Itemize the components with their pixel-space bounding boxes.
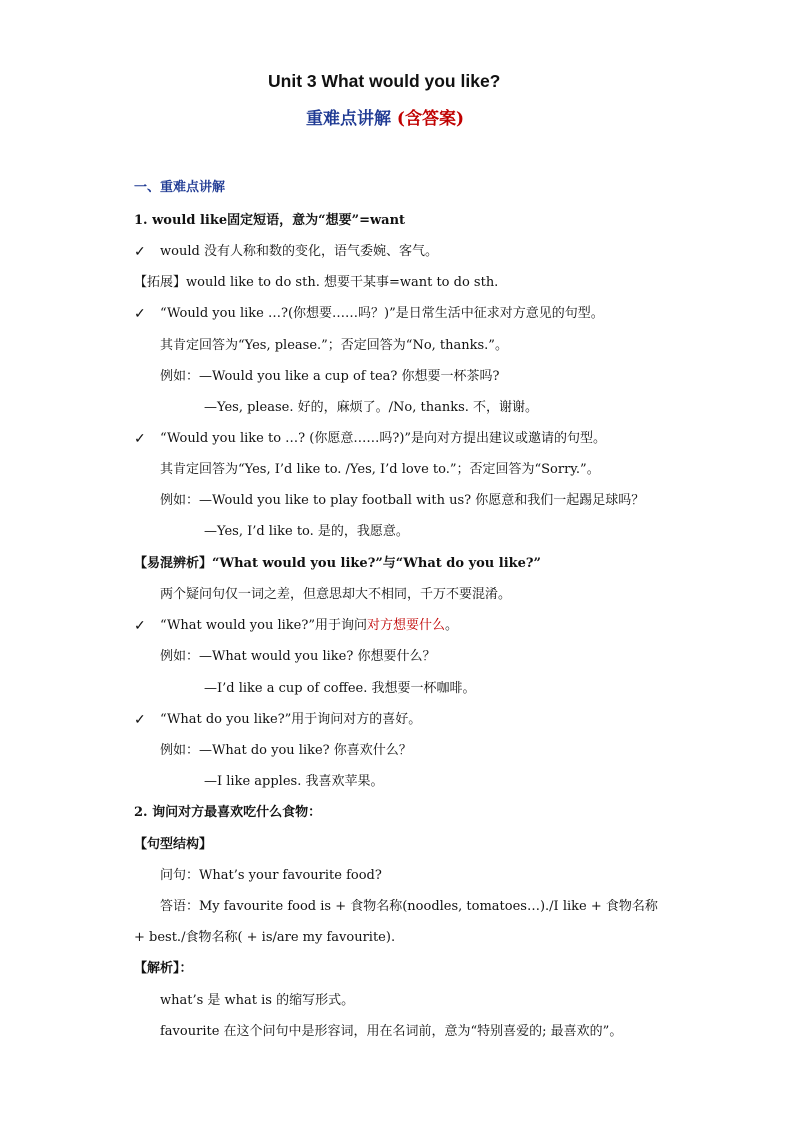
point-2-heading: 2. 询问对方最喜欢吃什么食物： (134, 805, 322, 820)
check-icon: ✓ (134, 618, 146, 634)
confusion-example-2-question: 例如：—What do you like? 你喜欢什么？ (160, 743, 412, 758)
confusion-note-1-text: “What would you like?”用于询问 (160, 618, 367, 633)
confusion-note-1 (160, 618, 458, 634)
confusion-example-1-question: 例如：—What would you like? 你想要什么？ (160, 649, 436, 664)
subtitle-answer-note: (含答案) (396, 109, 465, 129)
example-2-answer: —Yes, I’d like to. 是的，我愿意。 (204, 524, 409, 539)
structure-heading: 【句型结构】 (134, 837, 213, 852)
confusion-description: 两个疑问句仅一词之差，但意思却大不相同，千万不要混淆。 (160, 587, 512, 602)
point-1-answer-1: 其肯定回答为“Yes, please.”；否定回答为“No, thanks.”。 (160, 338, 508, 353)
section-heading: 一、重难点讲解 (134, 180, 226, 195)
example-1-answer: —Yes, please. 好的，麻烦了。/No, thanks. 不，谢谢。 (204, 400, 539, 415)
subtitle-main: 重难点讲解 (306, 109, 391, 129)
check-icon: ✓ (134, 712, 146, 728)
point-1-note-3: “Would you like to …? (你愿意……吗?)”是向对方提出建议或邀请的句型。 (160, 431, 607, 446)
analysis-heading: 【解析】： (134, 961, 193, 976)
structure-reply-line-1: 答语：My favourite food is + 食物名称(noodles, tomatoes…)./I like + 食物名称 (160, 899, 658, 914)
confusion-note-1-highlight: 对方想要什么 (366, 618, 445, 633)
example-1-question: 例如：—Would you like a cup of tea? 你想要一杯茶吗? (160, 369, 500, 384)
analysis-line-2: favourite 在这个问句中是形容词，用在名词前，意为“特别喜爱的; 最喜欢的”。 (160, 1024, 623, 1039)
check-icon: ✓ (134, 431, 146, 447)
confusion-heading: 【易混辨析】“What would you like?”与“What do you like?” (134, 556, 542, 571)
expand-note: 【拓展】would like to do sth. 想要干某事=want to do sth. (134, 275, 499, 290)
point-1-answer-2: 其肯定回答为“Yes, I’d like to. /Yes, I’d love to.”；否定回答为“Sorry.”。 (160, 462, 600, 477)
check-icon: ✓ (134, 306, 146, 322)
document-title: Unit 3 What would you like? (268, 71, 501, 91)
document-subtitle (306, 111, 464, 127)
structure-reply-line-2: + best./食物名称( + is/are my favourite). (134, 930, 396, 945)
point-1-heading: 1. would like固定短语，意为“想要”=want (134, 213, 406, 228)
point-1-note-1: would 没有人称和数的变化，语气委婉、客气。 (160, 244, 438, 259)
structure-question: 问句：What’s your favourite food? (160, 868, 382, 883)
analysis-line-1: what’s 是 what is 的缩写形式。 (160, 993, 355, 1008)
confusion-example-2-answer: —I like apples. 我喜欢苹果。 (204, 774, 384, 789)
confusion-note-2: “What do you like?”用于询问对方的喜好。 (160, 712, 422, 727)
check-icon: ✓ (134, 244, 146, 260)
point-1-note-2: “Would you like …?(你想要……吗？)”是日常生活中征求对方意见的句型。 (160, 306, 604, 321)
confusion-note-1-end: 。 (444, 618, 458, 633)
confusion-example-1-answer: —I’d like a cup of coffee. 我想要一杯咖啡。 (204, 681, 476, 696)
example-2-question: 例如：—Would you like to play football with us? 你愿意和我们一起踢足球吗？ (160, 493, 645, 508)
